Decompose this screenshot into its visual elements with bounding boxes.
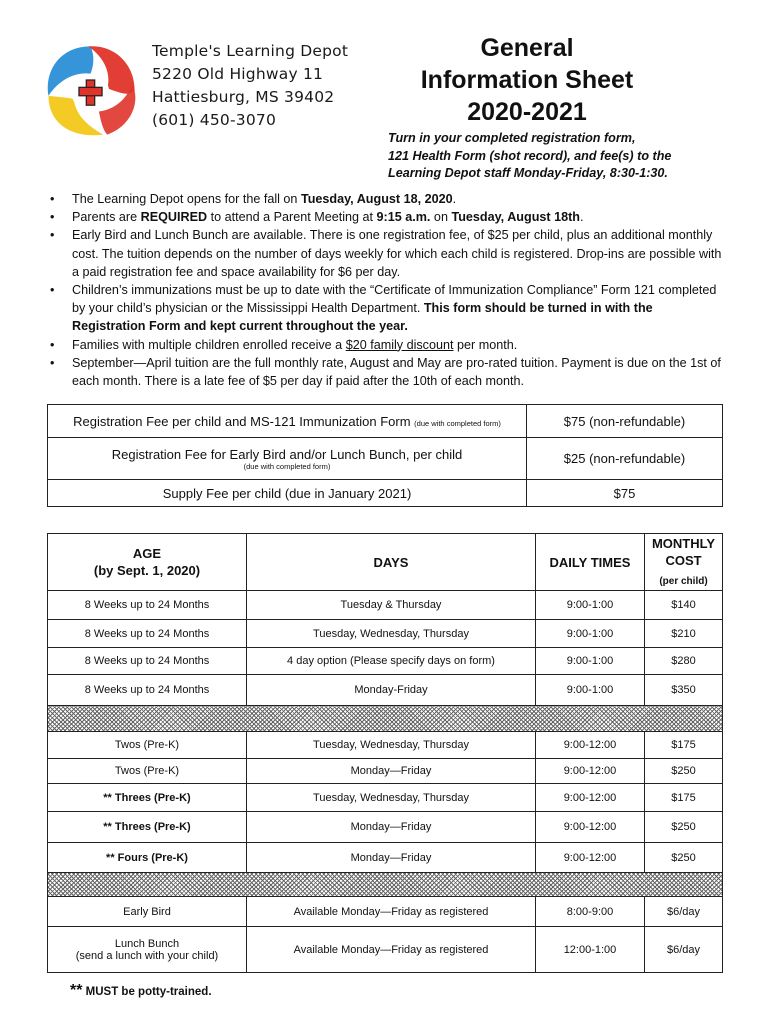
section-divider: [48, 873, 723, 897]
table-row: 8 Weeks up to 24 Months 4 day option (Please specify days on form) 9:00-1:00 $280: [48, 648, 723, 675]
table-row: 8 Weeks up to 24 Months Tuesday, Wednesday, Thursday 9:00-1:00 $210: [48, 620, 723, 648]
list-item: • The Learning Depot opens for the fall on Tuesday, August 18, 2020.: [48, 190, 723, 208]
table-row: Twos (Pre-K) Tuesday, Wednesday, Thursday 9:00-12:00 $175: [48, 732, 723, 759]
table-row: 8 Weeks up to 24 Months Monday-Friday 9:00-1:00 $350: [48, 675, 723, 706]
table-row: ** Threes (Pre-K) Monday—Friday 9:00-12:00 $250: [48, 812, 723, 843]
list-item: • Early Bird and Lunch Bunch are available. There is one registration fee, of $25 per child, plus an additional monthly cost. The tuition depends on the number of days weekly for which each child is registered. Drop-ins are possible with a paid registration fee and space availability for $6 per day.: [48, 226, 723, 281]
fees-table: [47, 404, 723, 507]
school-logo: [38, 38, 143, 143]
phone-number: (601) 450-3070: [152, 111, 277, 129]
table-row: 8 Weeks up to 24 Months Tuesday & Thursday 9:00-1:00 $140: [48, 591, 723, 620]
list-item: • Parents are REQUIRED to attend a Parent Meeting at 9:15 a.m. on Tuesday, August 18th.: [48, 208, 723, 226]
table-row: ** Fours (Pre-K) Monday—Friday 9:00-12:00 $250: [48, 843, 723, 873]
table-row: Lunch Bunch (send a lunch with your child) Available Monday—Friday as registered 12:00-1:00 $6/day: [48, 927, 723, 973]
list-item: • Families with multiple children enrolled receive a $20 family discount per month.: [48, 336, 723, 354]
section-divider: [48, 706, 723, 732]
page-title: General Information Sheet 2020-2021: [420, 34, 634, 126]
table-row: Supply Fee per child (due in January 2021) $75: [48, 480, 723, 507]
school-address: [152, 40, 348, 132]
address-street: 5220 Old Highway 11: [152, 65, 324, 83]
address-city: Hattiesburg, MS 39402: [152, 88, 335, 106]
tuition-rates-table: [47, 533, 723, 973]
footnote: ** MUST be potty-trained.: [70, 982, 212, 999]
list-item: • September—April tuition are the full monthly rate, August and May are pro-rated tuition. Payment is due on the 1st of each month. There is a late fee of $5 per day if paid after the 10th of each month.: [48, 354, 723, 390]
information-list: [48, 190, 723, 390]
school-name: Temple's Learning Depot: [152, 42, 349, 60]
table-row: Early Bird Available Monday—Friday as registered 8:00-9:00 $6/day: [48, 897, 723, 927]
table-header-row: AGE (by Sept. 1, 2020) DAYS DAILY TIMES MONTHLY COST (per child): [48, 534, 723, 591]
table-row: Twos (Pre-K) Monday—Friday 9:00-12:00 $250: [48, 759, 723, 784]
list-item: • Children’s immunizations must be up to date with the “Certificate of Immunization Compliance” Form 121 completed by your child’s physician or the Mississippi Health Department. This form should be turned in with the Registration Form and kept current throughout the year.: [48, 281, 723, 336]
submission-instructions: Turn in your completed registration form, 121 Health Form (shot record), and fee(s) to the Learning Depot staff Monday-Friday, 8:30-1:30.: [388, 131, 672, 180]
table-row: Registration Fee per child and MS-121 Immunization Form (due with completed form) $75 (non-refundable): [48, 405, 723, 438]
table-row: ** Threes (Pre-K) Tuesday, Wednesday, Thursday 9:00-12:00 $175: [48, 784, 723, 812]
table-row: Registration Fee for Early Bird and/or Lunch Bunch, per child (due with completed form) $25 (non-refundable): [48, 438, 723, 480]
